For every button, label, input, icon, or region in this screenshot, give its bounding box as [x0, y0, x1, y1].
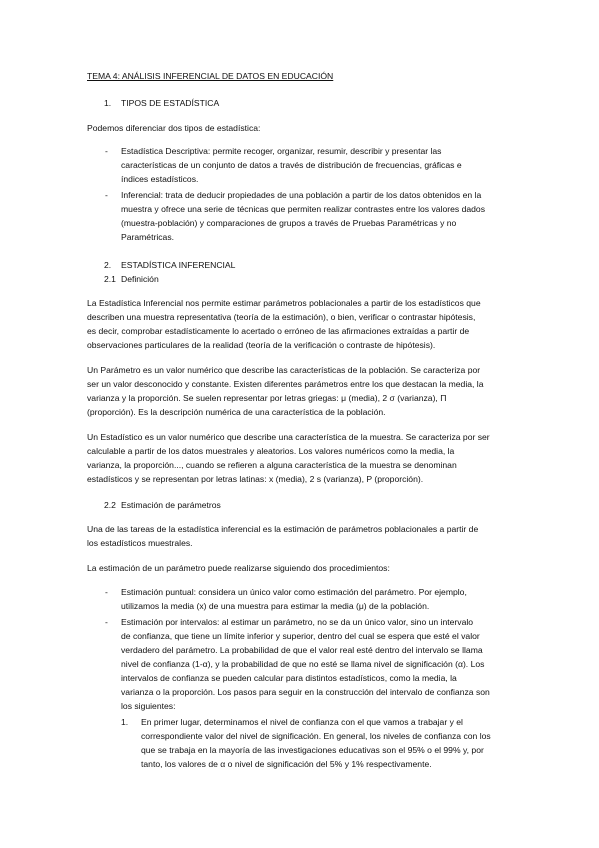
- numbered-item-line: que se trabaja en la mayoría de las investigaciones educativas son el 95% o el 99% y, por: [141, 745, 484, 755]
- document-title: TEMA 4: ANÁLISIS INFERENCIAL DE DATOS EN EDUCACIÓN: [87, 71, 334, 81]
- numbered-item-line: En primer lugar, determinamos el nivel de confianza con el que vamos a trabajar y el: [141, 717, 463, 727]
- section-1-number: 1.: [104, 98, 112, 108]
- paragraph-line: calculable a partir de los datos muestrales y aleatorios. Los valores numéricos como la media, la: [87, 446, 455, 456]
- list-bullet: -: [105, 617, 108, 627]
- paragraph-line: estadísticos y se representan por letras latinas: x (media), 2 s (varianza), P (proporción).: [87, 474, 424, 484]
- paragraph-line: varianza, la proporción..., cuando se refieren a alguna característica de la muestra se denominan: [87, 460, 457, 470]
- list-item-line: características de un conjunto de datos a través de distribución de frecuencias, gráficas e: [121, 160, 462, 170]
- subsection-2-1-number: 2.1: [104, 274, 116, 284]
- numbered-item-marker: 1.: [121, 717, 129, 727]
- numbered-item-line: tanto, los valores de α o nivel de significación del 5% y 1% respectivamente.: [141, 759, 432, 769]
- list-item-line: de confianza, que tiene un límite inferior y superior, dentro del cual se espera que esté el valor: [121, 631, 480, 641]
- paragraph-line: describen una muestra representativa (teoría de la estimación), o bien, verificar o contrastar hipótesis,: [87, 312, 476, 322]
- paragraph-line: Una de las tareas de la estadística inferencial es la estimación de parámetros poblacionales a partir de: [87, 524, 479, 534]
- list-item-line: Paramétricas.: [121, 232, 175, 242]
- paragraph-line: es decir, comprobar estadísticamente lo acertado o erróneo de las afirmaciones extraídas a partir de: [87, 326, 470, 336]
- list-bullet: -: [105, 587, 108, 597]
- list-item-line: verdadero del parámetro. La probabilidad de que el valor real esté dentro del intervalo se llama: [121, 645, 483, 655]
- paragraph-line: (proporción). Es la descripción numérica de una característica de la población.: [87, 407, 386, 417]
- paragraph-line: Un Estadístico es un valor numérico que describe una característica de la muestra. Se caracteriza por ser: [87, 432, 490, 442]
- subsection-2-2-heading: Estimación de parámetros: [121, 500, 221, 510]
- list-item-line: Inferencial: trata de deducir propiedades de una población a partir de los datos obtenidos en la: [121, 190, 482, 200]
- paragraph-line: Un Parámetro es un valor numérico que describe las características de la población. Se caracteriza por: [87, 365, 481, 375]
- list-item-line: varianza o la proporción. Los pasos para seguir en la construcción del intervalo de confianza son: [121, 687, 490, 697]
- paragraph-line: los estadísticos muestrales.: [87, 538, 193, 548]
- paragraph-line: observaciones particulares de la realidad (teoría de la verificación o contraste de hipótesis).: [87, 340, 436, 350]
- section-2-number: 2.: [104, 260, 112, 270]
- paragraph-line: ser un valor desconocido y constante. Existen diferentes parámetros entre los que destacan la media, la: [87, 379, 484, 389]
- list-item-line: (muestra-población) y comparaciones de grupos a través de Pruebas Paramétricas y no: [121, 218, 457, 228]
- section-1-intro: Podemos diferenciar dos tipos de estadística:: [87, 123, 261, 133]
- list-item-line: nivel de confianza (1-α), y la probabilidad de que no esté se llama nivel de significación (α). Los: [121, 659, 485, 669]
- list-item-line: los siguientes:: [121, 701, 176, 711]
- subsection-2-2-number: 2.2: [104, 500, 116, 510]
- paragraph-line: La estimación de un parámetro puede realizarse siguiendo dos procedimientos:: [87, 563, 390, 573]
- section-1-heading: TIPOS DE ESTADÍSTICA: [121, 98, 220, 108]
- section-2-heading: ESTADÍSTICA INFERENCIAL: [121, 260, 236, 270]
- list-item-line: utilizamos la media (x) de una muestra para estimar la media (μ) de la población.: [121, 601, 430, 611]
- numbered-item-line: correspondiente valor del nivel de significación. En general, los niveles de confianza con los: [141, 731, 491, 741]
- list-item-line: muestra y ofrece una serie de técnicas que permiten realizar contrastes entre los valores dados: [121, 204, 485, 214]
- list-item-line: intervalos de confianza se pueden calcular para distintos estadísticos, como la media, la: [121, 673, 457, 683]
- list-bullet: -: [105, 190, 108, 200]
- list-item-line: índices estadísticos.: [121, 174, 199, 184]
- paragraph-line: La Estadística Inferencial nos permite estimar parámetros poblacionales a partir de los estadísticos que: [87, 298, 481, 308]
- list-bullet: -: [105, 146, 108, 156]
- subsection-2-1-heading: Definición: [121, 274, 159, 284]
- paragraph-line: varianza y la proporción. Se suelen representar por letras griegas: μ (media), 2 σ (varianza), Π: [87, 393, 447, 403]
- list-item-line: Estimación por intervalos: al estimar un parámetro, no se da un único valor, sino un intervalo: [121, 617, 474, 627]
- list-item-line: Estadística Descriptiva: permite recoger, organizar, resumir, describir y presentar las: [121, 146, 442, 156]
- list-item-line: Estimación puntual: considera un único valor como estimación del parámetro. Por ejemplo,: [121, 587, 467, 597]
